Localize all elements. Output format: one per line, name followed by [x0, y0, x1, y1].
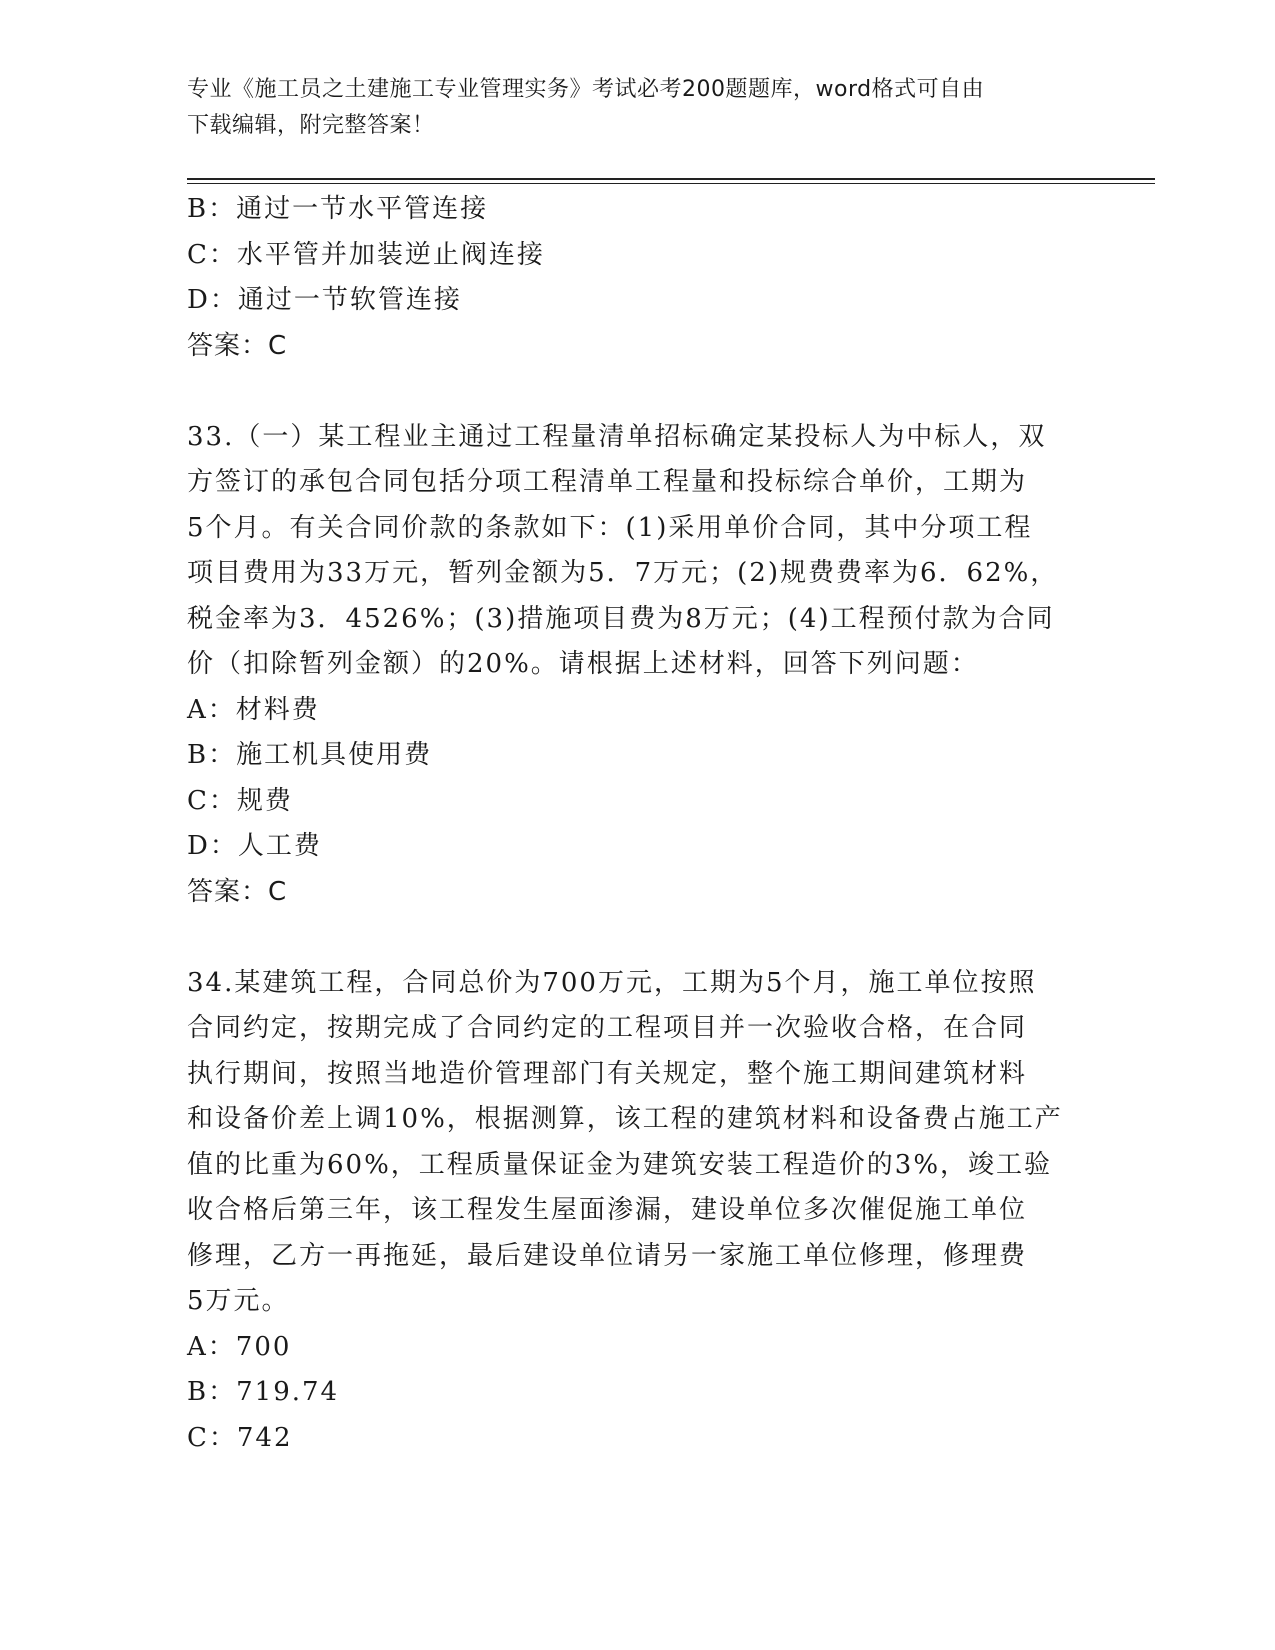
q34-option-c: C：742	[187, 1422, 293, 1453]
q33-option-c: C：规费	[187, 785, 293, 816]
q33-stem-line-2: 方签订的承包合同包括分项工程清单工程量和投标综合单价，工期为	[187, 467, 1028, 497]
q34-stem-line-4: 和设备价差上调10%，根据测算，该工程的建筑材料和设备费占施工产	[187, 1104, 1063, 1134]
q32-option-c: C：水平管并加装逆止阀连接	[187, 239, 545, 270]
header-divider-thin	[187, 183, 1155, 184]
q34-stem-line-1: 34.某建筑工程，合同总价为700万元，工期为5个月，施工单位按照	[187, 967, 1037, 998]
q33-stem-line-5: 税金率为3．4526%；(3)措施项目费为8万元；(4)工程预付款为合同	[187, 603, 1055, 634]
q33-option-b: B：施工机具使用费	[187, 740, 433, 770]
header-divider-thick	[187, 178, 1155, 180]
q33-stem-line-1: 33.（一）某工程业主通过工程量清单招标确定某投标人为中标人，双	[187, 421, 1047, 452]
q33-answer: 答案：C	[187, 876, 288, 907]
spacer	[187, 369, 1087, 415]
q34-stem-line-6: 收合格后第三年，该工程发生屋面渗漏，建设单位多次催促施工单位	[187, 1195, 1028, 1225]
document-header	[187, 72, 1067, 144]
q33-stem-line-6: 价（扣除暂列金额）的20%。请根据上述材料，回答下列问题：	[187, 649, 979, 679]
spacer	[187, 915, 1087, 961]
q32-option-d: D：通过一节软管连接	[187, 285, 462, 315]
q34-stem-line-8: 5万元。	[187, 1286, 290, 1316]
q34-stem-line-2: 合同约定，按期完成了合同约定的工程项目并一次验收合格，在合同	[187, 1013, 1028, 1043]
header-line-2: 下载编辑，附完整答案！	[187, 113, 435, 138]
q32-answer: 答案：C	[187, 330, 288, 361]
q33-option-a: A：材料费	[187, 694, 320, 725]
q34-option-a: A：700	[187, 1331, 292, 1362]
q33-option-d: D：人工费	[187, 831, 322, 861]
q33-stem-line-4: 项目费用为33万元，暂列金额为5．7万元；(2)规费费率为6．62%，	[187, 558, 1059, 588]
question-content	[187, 187, 1087, 1461]
q34-stem-line-5: 值的比重为60%，工程质量保证金为建筑安装工程造价的3%，竣工验	[187, 1149, 1053, 1180]
q32-option-b: B：通过一节水平管连接	[187, 194, 489, 224]
q34-stem-line-3: 执行期间，按照当地造价管理部门有关规定，整个施工期间建筑材料	[187, 1058, 1028, 1089]
q33-stem-line-3: 5个月。有关合同价款的条款如下：(1)采用单价合同，其中分项工程	[187, 512, 1033, 543]
header-line-1: 专业《施工员之土建施工专业管理实务》考试必考200题题库，word格式可自由	[187, 77, 985, 102]
q34-stem-line-7: 修理，乙方一再拖延，最后建设单位请另一家施工单位修理，修理费	[187, 1240, 1028, 1271]
q34-option-b: B：719.74	[187, 1377, 340, 1407]
